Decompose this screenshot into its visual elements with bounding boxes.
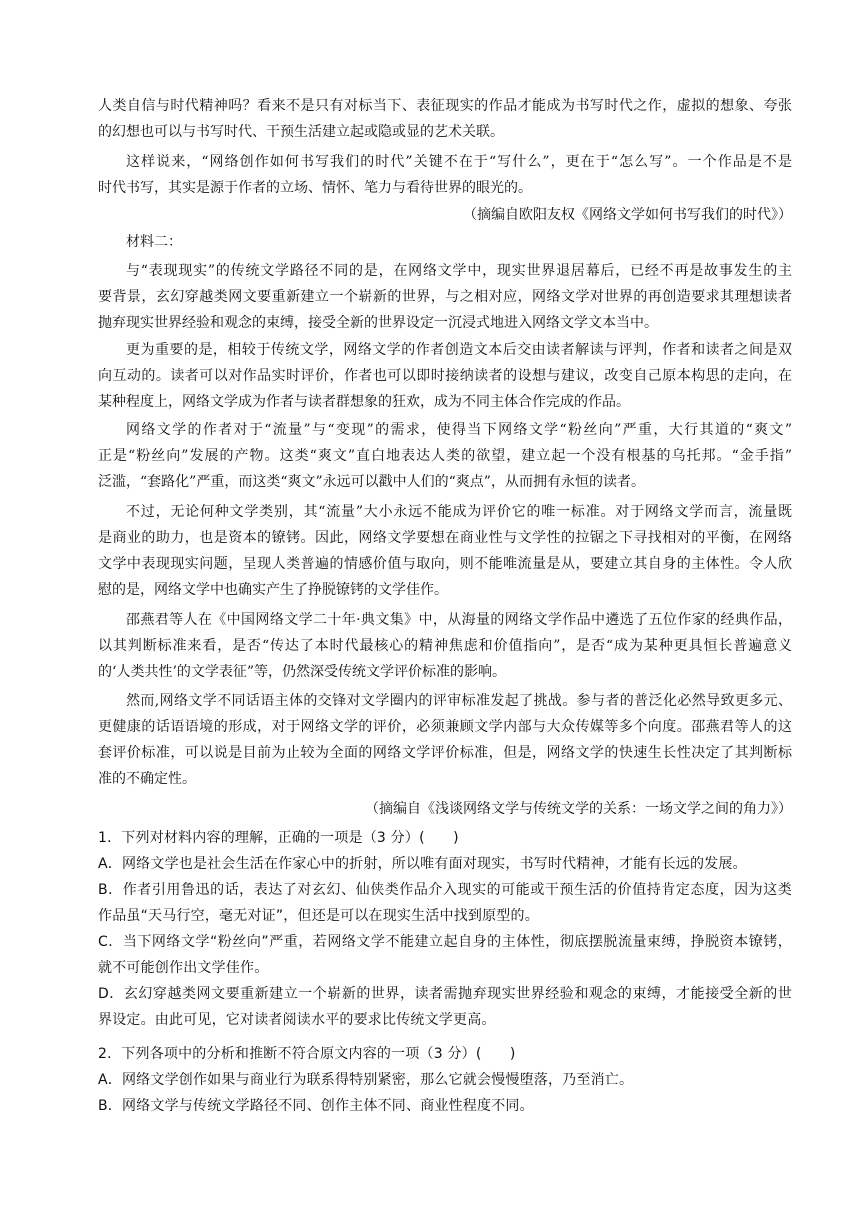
text-line: 邵燕君等人在《中国网络文学二十年·典文集》中，从海量的网络文学作品中遴选了五位作家的经典作品，	[126, 612, 792, 628]
text-line: 人类自信与时代精神吗？看来不是只有对标当下、表征现实的作品才能成为书写时代之作，虚拟的想象、夸张	[98, 98, 792, 114]
option-c-continued: 就不可能创作出文学佳作。	[98, 960, 269, 976]
text-line: 是商业的助力，也是资本的镣铐。因此，网络文学要想在商业性与文学性的拉锯之下寻找相对的平衡，在网络	[98, 530, 792, 546]
source-citation-2	[98, 796, 792, 822]
option-b-continued: 作品虽“天马行空，毫无对证”，但还是可以在现实生活中找到原型的。	[98, 908, 539, 924]
material-2-paragraph-3	[98, 417, 792, 495]
material-2-paragraph-1	[98, 258, 792, 336]
text-line: 更为重要的是，相较于传统文学，网络文学的作者创造文本后交由读者解读与评判，作者和读者之间是双	[126, 342, 792, 358]
material-2-paragraph-6	[98, 688, 792, 792]
text-line: 时代书写，其实是源于作者的立场、情怀、笔力与看待世界的眼光的。	[98, 180, 532, 196]
material-2-paragraph-5	[98, 607, 792, 685]
text-line: 的‘人类共性’的文学表征”等，仍然深受传统文学评价标准的影响。	[98, 664, 507, 680]
text-line: 向互动的。读者可以对作品实时评价，作者也可以即时接纳读者的设想与建议，改变自己原本构思的走向，在	[98, 368, 792, 384]
text-line: 某种程度上，网络文学成为作者与读者群想象的狂欢，成为不同主体合作完成的作品。	[98, 394, 630, 410]
question-1	[98, 825, 792, 1033]
heading-text: 材料二：	[126, 234, 182, 250]
text-line: 正是“粉丝向”发展的产物。这类“爽文”直白地表达人类的欲望，建立起一个没有根基的乌托邦。“金手指”	[98, 448, 792, 464]
option-a[interactable]: A．网络文学也是社会生活在作家心中的折射，所以唯有面对现实，书写时代精神，才能有长远的发展。	[98, 856, 747, 872]
conclusion-paragraph	[98, 149, 792, 201]
text-line: 然而,网络文学不同话语主体的交锋对文学圈内的评审标准发起了挑战。参与者的普泛化必然导致更多元、	[126, 693, 792, 709]
text-line: 准的不确定性。	[98, 771, 196, 787]
text-line: 这样说来，“网络创作如何书写我们的时代”关键不在于“写什么”，更在于“怎么写”。一个作品是不是	[126, 154, 792, 170]
source-citation-1	[98, 202, 792, 228]
material-2-heading	[98, 229, 792, 255]
question-stem: 1．下列对材料内容的理解，正确的一项是（3 分）( )	[98, 830, 459, 846]
text-line: 的幻想也可以与书写时代、干预生活建立起或隐或显的艺术关联。	[98, 124, 504, 140]
text-line: 套评价标准，可以说是目前为止较为全面的网络文学评价标准，但是，网络文学的快速生长性决定了其判断标	[98, 745, 792, 761]
text-line: 与“表现现实”的传统文学路径不同的是，在网络文学中，现实世界退居幕后，已经不再是故事发生的主	[126, 263, 792, 279]
option-d[interactable]: D．玄幻穿越类网文要重新建立一个崭新的世界，读者需抛弃现实世界经验和观念的束缚，才能接受全新的世	[98, 986, 792, 1002]
citation-text: （摘编自欧阳友权《网络文学如何书写我们的时代》）	[463, 207, 792, 223]
text-line: 慰的是，网络文学中也确实产生了挣脱镣铐的文学佳作。	[98, 582, 448, 598]
text-line: 要背景，玄幻穿越类网文要重新建立一个崭新的世界，与之相对应，网络文学对世界的再创造要求其理想读者	[98, 289, 792, 305]
text-line: 泛滥，“套路化”严重，而这类“爽文”永远可以戳中人们的“爽点”，从而拥有永恒的读者。	[98, 474, 645, 490]
material-2-paragraph-2	[98, 337, 792, 415]
material-2-paragraph-4	[98, 499, 792, 603]
text-line: 更健康的话语语境的形成，对于网络文学的评价，必须兼顾文学内部与大众传媒等多个向度。邵燕君等人的这	[98, 719, 792, 735]
question-2	[98, 1041, 792, 1119]
option-c[interactable]: C．当下网络文学“粉丝向”严重，若网络文学不能建立起自身的主体性，彻底摆脱流量束缚，挣脱资本镣铐，	[98, 934, 792, 950]
text-line: 文学中表现现实问题，呈现人类普遍的情感价值与取向，则不能唯流量是从，要建立其自身的主体性。令人欣	[98, 556, 792, 572]
option-b[interactable]: B．作者引用鲁迅的话，表达了对玄幻、仙侠类作品介入现实的可能或干预生活的价值持肯定态度，因为这类	[98, 882, 792, 898]
text-line: 以其判断标准来看，是否“传达了本时代最核心的精神焦虑和价值指向”，是否“成为某种更具恒长普遍意义	[98, 638, 792, 654]
text-line: 不过，无论何种文学类别，其“流量”大小永远不能成为评价它的唯一标准。对于网络文学而言，流量既	[126, 504, 792, 520]
option-d-continued: 界设定。由此可见，它对读者阅读水平的要求比传统文学更高。	[98, 1012, 496, 1028]
option-a[interactable]: A．网络文学创作如果与商业行为联系得特别紧密，那么它就会慢慢堕落，乃至消亡。	[98, 1072, 634, 1088]
question-stem: 2．下列各项中的分析和推断不符合原文内容的一项（3 分）( )	[98, 1046, 516, 1062]
option-b[interactable]: B．网络文学与传统文学路径不同、创作主体不同、商业性程度不同。	[98, 1098, 534, 1114]
text-line: 网络文学的作者对于“流量”与“变现”的需求，使得当下网络文学“粉丝向”严重，大行其道的“爽文”	[126, 422, 792, 438]
citation-text: （摘编自《浅谈网络文学与传统文学的关系：一场文学之间的角力》）	[365, 801, 792, 817]
passage-intro-paragraph	[98, 93, 792, 145]
text-line: 抛弃现实世界经验和观念的束缚，接受全新的世界设定一沉浸式地进入网络文学文本当中。	[98, 315, 658, 331]
